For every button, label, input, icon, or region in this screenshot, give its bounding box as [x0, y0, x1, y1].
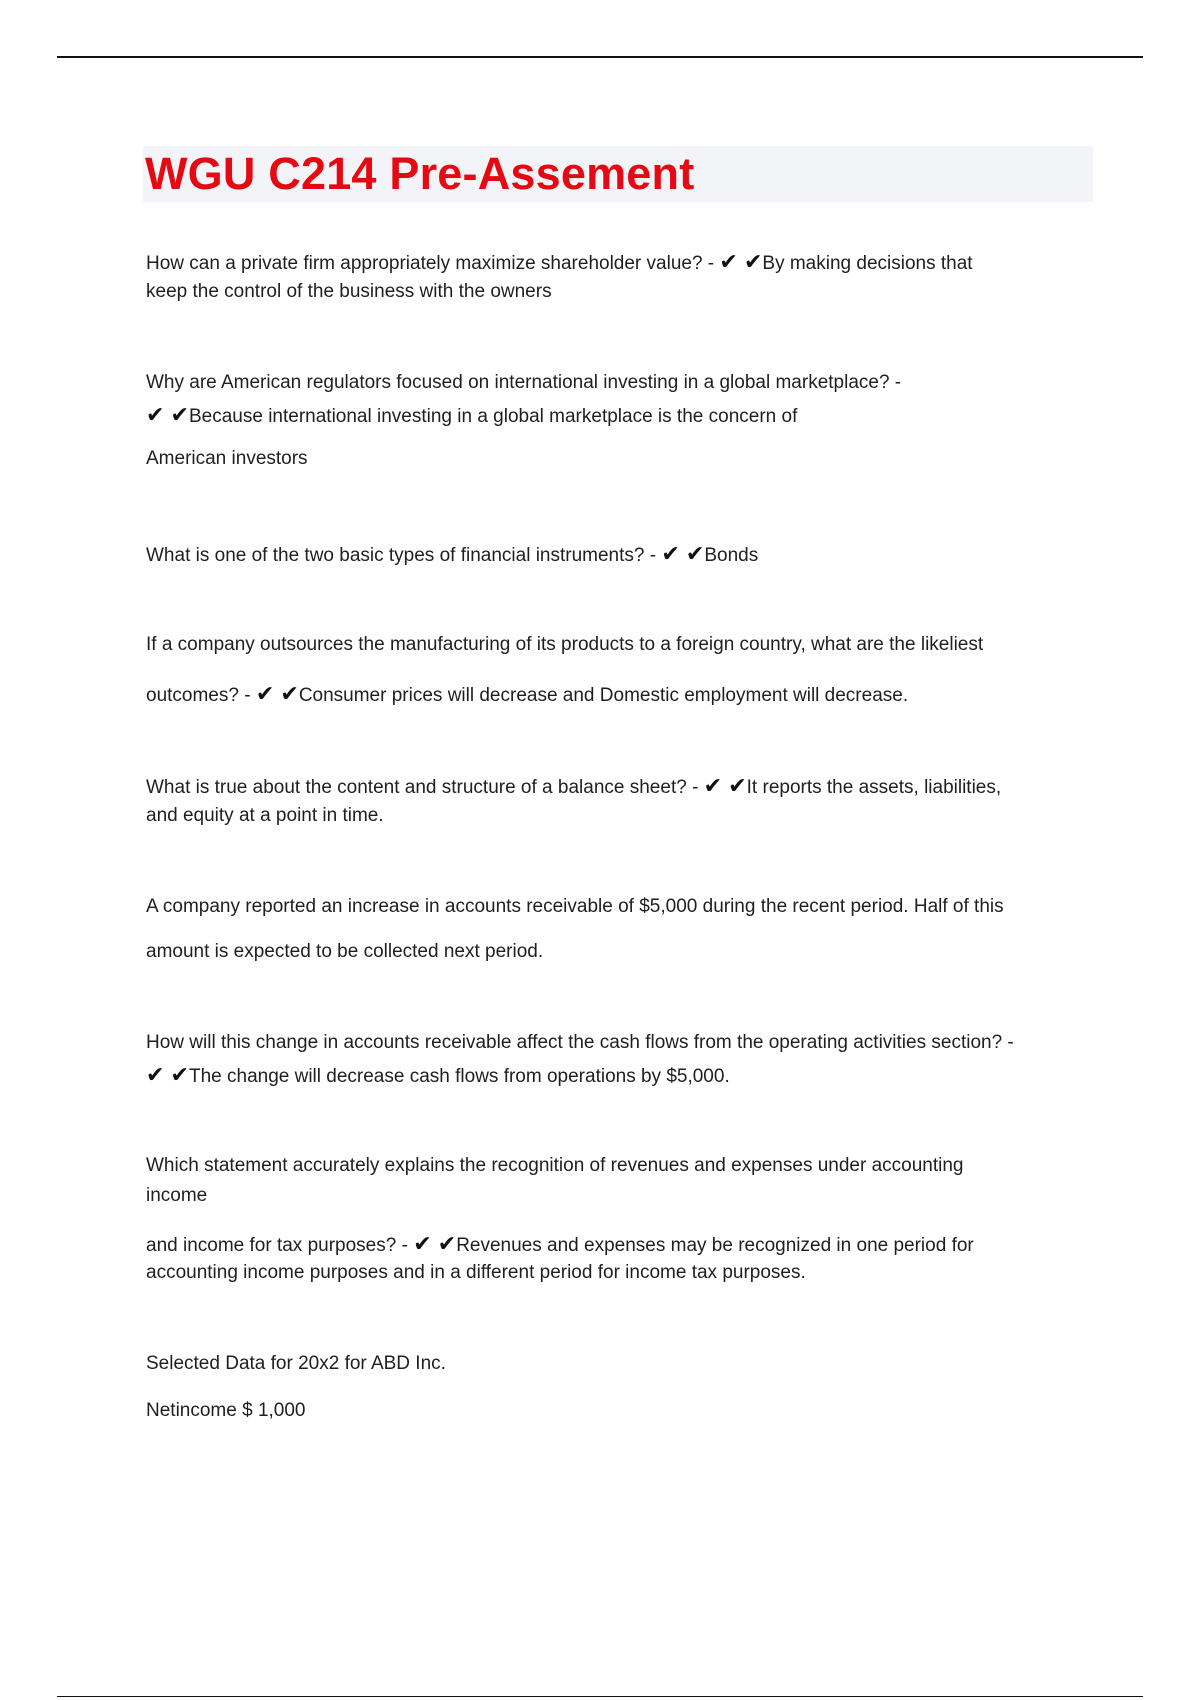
qa-item-7: How will this change in accounts receivable affect the cash flows from the operating activities section? -	[146, 1032, 1014, 1053]
qa-item-2: Why are American regulators focused on international investing in a global marketplace? -	[146, 372, 902, 393]
answer-text: Bonds	[704, 545, 759, 566]
answer-line	[146, 1060, 1086, 1092]
question-continuation	[146, 1229, 1086, 1261]
answer-continuation: and equity at a point in time.	[146, 805, 384, 826]
page-title: WGU C214 Pre-Assement	[145, 148, 695, 199]
question-text: How can a private firm appropriately maximize shareholder value? -	[146, 253, 720, 274]
answer-continuation: American investors	[146, 448, 308, 469]
answer-text: Because international investing in a global marketplace is the concern of	[188, 406, 798, 427]
answer-line	[146, 400, 1086, 432]
qa-item-4: If a company outsources the manufacturing of its products to a foreign country, what are the likeliest	[146, 634, 984, 655]
check-mark-icon: ✔ ✔	[719, 249, 763, 274]
qa-item-3	[146, 539, 1086, 571]
net-income-line: Netincome $ 1,000	[146, 1400, 306, 1421]
qa-item-1	[146, 247, 1086, 279]
qa-item-6: A company reported an increase in accounts receivable of $5,000 during the recent period. Half of this	[146, 896, 1004, 917]
qa-item-8: Which statement accurately explains the recognition of revenues and expenses under accounting	[146, 1155, 964, 1176]
bottom-rule	[57, 1696, 1143, 1697]
question-text: and income for tax purposes? -	[146, 1235, 414, 1256]
question-text: What is one of the two basic types of financial instruments? -	[146, 545, 662, 566]
check-mark-icon: ✔ ✔	[413, 1231, 457, 1256]
check-mark-icon: ✔ ✔	[146, 1062, 189, 1087]
question-continuation	[146, 679, 1086, 711]
answer-text: The change will decrease cash flows from operations by $5,000.	[188, 1066, 730, 1087]
check-mark-icon: ✔ ✔	[703, 773, 747, 798]
question-text: What is true about the content and structure of a balance sheet? -	[146, 777, 704, 798]
top-rule	[57, 56, 1143, 58]
check-mark-icon: ✔ ✔	[661, 541, 705, 566]
check-mark-icon: ✔ ✔	[255, 681, 299, 706]
qa-item-5	[146, 771, 1086, 803]
question-continuation: amount is expected to be collected next period.	[146, 941, 544, 962]
question-text: outcomes? -	[146, 685, 256, 706]
data-heading: Selected Data for 20x2 for ABD Inc.	[146, 1353, 446, 1374]
answer-text: Consumer prices will decrease and Domestic employment will decrease.	[298, 685, 909, 706]
answer-continuation: keep the control of the business with the owners	[146, 281, 552, 302]
answer-continuation: accounting income purposes and in a different period for income tax purposes.	[146, 1262, 806, 1283]
check-mark-icon: ✔ ✔	[146, 402, 189, 427]
question-continuation: income	[146, 1185, 208, 1206]
answer-text: By making decisions that	[762, 253, 973, 274]
answer-text: Revenues and expenses may be recognized in one period for	[456, 1235, 974, 1256]
answer-text: It reports the assets, liabilities,	[746, 777, 1002, 798]
